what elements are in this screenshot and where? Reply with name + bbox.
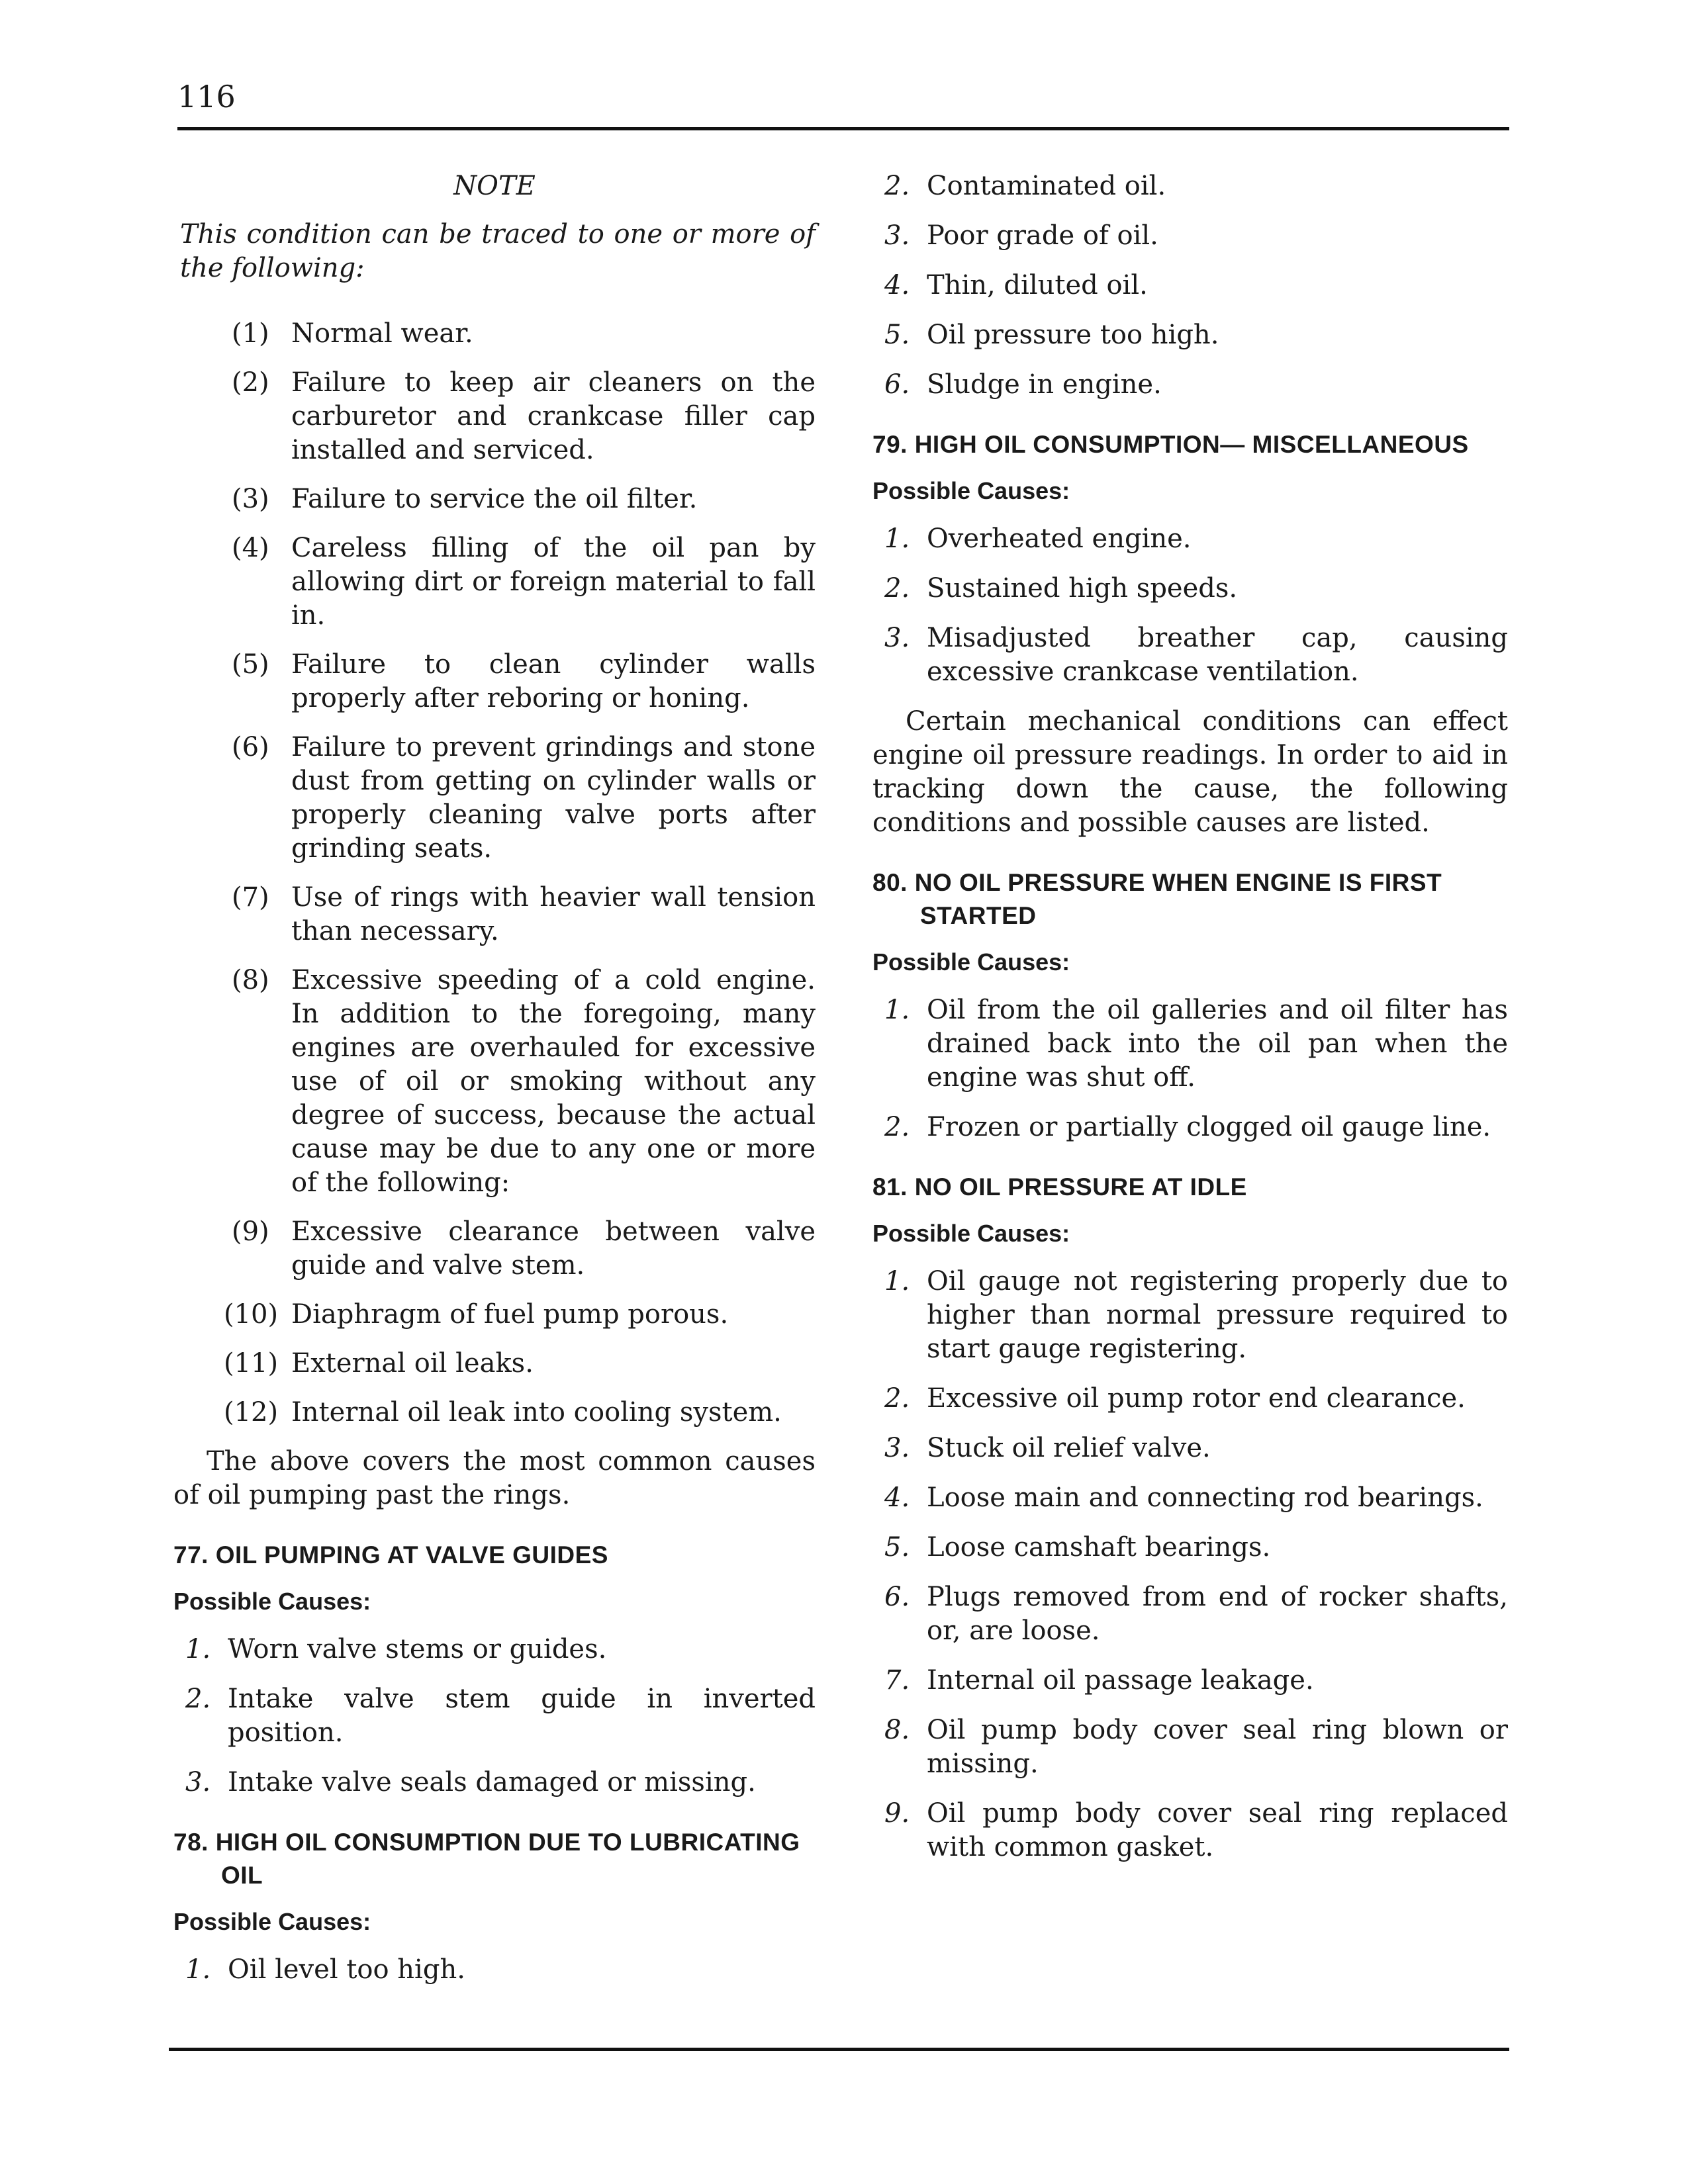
item-text: Stuck oil relief valve. [927,1433,1211,1463]
causes-label: Possible Causes: [872,1220,1070,1247]
item-number: 7. [884,1665,910,1696]
item-number: 2. [884,1383,910,1414]
list-item [872,621,1508,689]
item-text: Oil pressure too high. [927,320,1219,350]
item-text: Worn valve stems or guides. [228,1634,607,1664]
list-item [872,1111,1508,1144]
item-text: Failure to keep air cleaners on the carburetor and crankcase filler cap installed and serviced. [291,367,816,465]
list-item [872,1265,1508,1366]
list-item [872,1481,1508,1515]
list-item [173,1633,816,1666]
item-number: 5. [884,320,910,350]
item-text: Sustained high speeds. [927,573,1238,604]
list-item [872,522,1508,556]
item-text: Oil pump body cover seal ring blown or missing. [927,1715,1508,1779]
item-number: (4) [232,533,269,563]
item-text: Normal wear. [291,318,473,349]
note-title: NOTE [453,171,536,201]
section-80-heading: 80. NO OIL PRESSURE WHEN ENGINE IS FIRST STARTED [872,869,1442,929]
item-text: Intake valve seals damaged or missing. [228,1767,756,1797]
section-79-causes [872,522,1508,689]
footer-rule [169,2048,1509,2051]
item-number: 8. [884,1715,910,1745]
item-number: (7) [232,882,269,913]
item-text: Frozen or partially clogged oil gauge line. [927,1112,1491,1142]
item-text: Loose main and connecting rod bearings. [927,1482,1483,1513]
item-number: 1. [884,995,910,1025]
list-item [872,1531,1508,1565]
item-number: 3. [884,623,910,653]
item-number: 9. [884,1798,910,1829]
item-text: Plugs removed from end of rocker shafts, or, are loose. [927,1582,1508,1646]
item-number: 2. [884,171,910,201]
item-text: Oil pump body cover seal ring replaced with common gasket. [927,1798,1508,1862]
item-number: 3. [884,220,910,251]
item-number: (1) [232,318,269,349]
list-item [173,1766,816,1799]
right-column [872,169,1508,1880]
list-item [872,1382,1508,1416]
causes-label: Possible Causes: [173,1588,371,1615]
list-item [872,318,1508,352]
item-number: 1. [884,1266,910,1297]
item-text: Oil level too high. [228,1954,465,1985]
item-text: Sludge in engine. [927,369,1162,400]
item-text: Failure to prevent grindings and stone dust from getting on cylinder walls or properly cleaning valve ports after grinding seats. [291,732,816,864]
list-item [872,368,1508,402]
item-text: Poor grade of oil. [927,220,1158,251]
item-text: Oil from the oil galleries and oil filter has drained back into the oil pan when the engine was shut off. [927,995,1508,1093]
list-item [872,1713,1508,1781]
item-number: (8) [232,965,269,995]
list-item [872,1580,1508,1648]
item-text: Diaphragm of fuel pump porous. [291,1299,729,1330]
item-number: (10) [224,1299,279,1330]
item-text: Overheated engine. [927,523,1192,554]
section-78-causes-part1 [173,1953,816,1987]
header-rule [177,127,1509,130]
section-78-heading: 78. HIGH OIL CONSUMPTION DUE TO LUBRICATING OIL [173,1829,800,1889]
list-item [173,1953,816,1987]
causes-label: Possible Causes: [872,948,1070,976]
item-text: Contaminated oil. [927,171,1166,201]
list-item [173,482,816,516]
item-number: 5. [884,1532,910,1563]
section-80-causes [872,993,1508,1144]
item-number: (12) [224,1397,279,1428]
list-item [173,881,816,948]
item-text: Use of rings with heavier wall tension than necessary. [291,882,816,946]
list-item [872,993,1508,1095]
item-number: (2) [232,367,269,398]
item-number: (5) [232,649,269,680]
item-text: Internal oil passage leakage. [927,1665,1314,1696]
item-number: 6. [884,369,910,400]
item-number: 2. [884,573,910,604]
list-item [872,1797,1508,1864]
list-item [173,648,816,715]
section-77-heading: 77. OIL PUMPING AT VALVE GUIDES [173,1541,608,1569]
left-column [173,169,816,2003]
item-text: External oil leaks. [291,1348,534,1379]
section-79-paragraph: Certain mechanical conditions can effect engine oil pressure readings. In order to aid in tracking down the cause, the following conditions and possible causes are listed. [872,706,1508,838]
item-text: Excessive oil pump rotor end clearance. [927,1383,1466,1414]
list-item [173,1298,816,1332]
causes-label: Possible Causes: [173,1908,371,1935]
item-text: Excessive speeding of a cold engine. In addition to the foregoing, many engines are overhauled for excessive use of oil or smoking without any degree of success, because the actual cause may be due to any one or more of the following: [291,965,816,1198]
item-number: (6) [232,732,269,762]
item-number: 2. [185,1684,211,1714]
item-number: 2. [884,1112,910,1142]
list-item [872,1664,1508,1698]
item-text: Failure to clean cylinder walls properly after reboring or honing. [291,649,816,713]
section-81-causes [872,1265,1508,1864]
page-number: 116 [177,79,236,114]
list-item [173,1347,816,1381]
item-text: Internal oil leak into cooling system. [291,1397,782,1428]
item-text: Thin, diluted oil. [927,270,1148,300]
list-item [872,219,1508,253]
item-text: Oil gauge not registering properly due to higher than normal pressure required to start gauge registering. [927,1266,1508,1364]
section-78-causes-part2 [872,169,1508,402]
section-79-heading: 79. HIGH OIL CONSUMPTION— MISCELLANEOUS [872,431,1469,458]
list-item [173,1396,816,1430]
item-number: 1. [884,523,910,554]
item-text: Failure to service the oil filter. [291,484,698,514]
item-number: 4. [884,270,910,300]
note-list [173,317,816,1430]
item-number: 1. [185,1954,211,1985]
item-text: Intake valve stem guide in inverted position. [228,1684,816,1748]
item-number: 3. [884,1433,910,1463]
list-item [173,964,816,1200]
list-item [173,1682,816,1750]
list-item [872,169,1508,203]
item-text: Careless filling of the oil pan by allowing dirt or foreign material to fall in. [291,533,816,631]
section-81-heading: 81. NO OIL PRESSURE AT IDLE [872,1173,1247,1201]
item-text: Excessive clearance between valve guide and valve stem. [291,1216,816,1281]
item-text: Misadjusted breather cap, causing excessive crankcase ventilation. [927,623,1508,687]
causes-label: Possible Causes: [872,477,1070,504]
note-summary: The above covers the most common causes of oil pumping past the rings. [173,1446,816,1510]
list-item [173,531,816,633]
list-item [173,366,816,467]
list-item [872,1432,1508,1465]
list-item [872,572,1508,606]
list-item [173,317,816,351]
item-number: (9) [232,1216,269,1247]
item-number: (3) [232,484,269,514]
item-number: 6. [884,1582,910,1612]
list-item [173,731,816,866]
item-number: (11) [224,1348,279,1379]
item-text: Loose camshaft bearings. [927,1532,1271,1563]
list-item [173,1215,816,1283]
note-intro: This condition can be traced to one or more of the following: [180,219,816,283]
section-77-causes [173,1633,816,1799]
list-item [872,269,1508,302]
item-number: 4. [884,1482,910,1513]
item-number: 3. [185,1767,211,1797]
item-number: 1. [185,1634,211,1664]
